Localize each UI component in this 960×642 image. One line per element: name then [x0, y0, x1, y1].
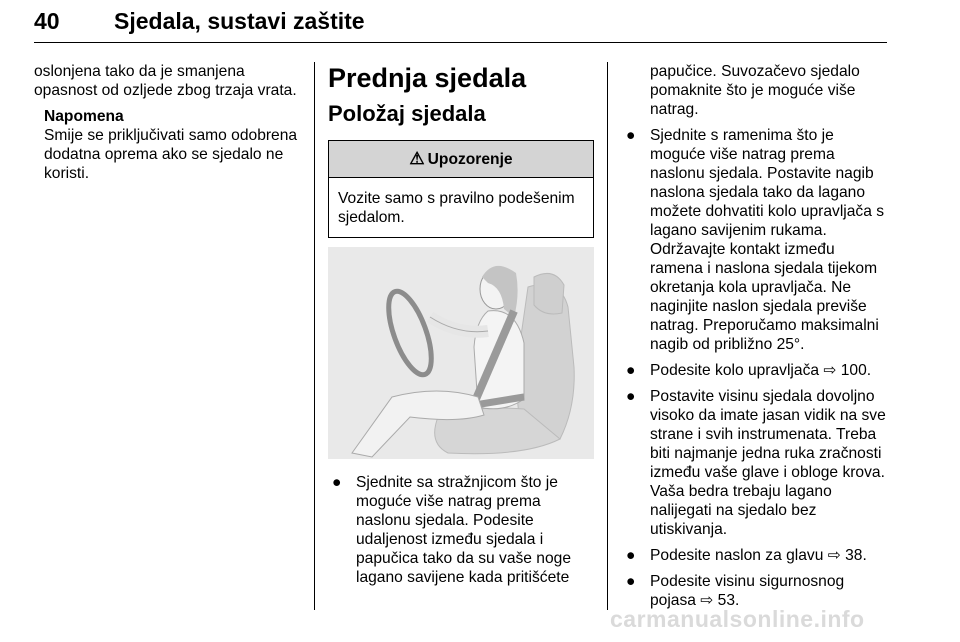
warning-header	[329, 141, 593, 178]
bullet-icon: ●	[626, 362, 636, 379]
list-item	[622, 361, 888, 380]
column-3	[622, 62, 888, 617]
bullet-list	[328, 473, 594, 587]
list-item	[622, 546, 888, 565]
warning-box	[328, 140, 594, 238]
list-item	[622, 387, 888, 539]
list-item	[622, 126, 888, 354]
list-item-text: Podesite naslon za glavu ⇨ 38.	[650, 547, 867, 564]
bullet-icon: ●	[626, 388, 636, 405]
bullet-icon: ●	[332, 474, 342, 491]
note-title: Napomena	[44, 108, 124, 125]
section-title: Sjedala, sustavi zaštite	[114, 8, 365, 34]
list-item-text: Sjednite s ramenima što je moguće više natrag prema naslonu sjedala. Postavite nagib naslona sjedala tako da lagano možete dohvatiti kolo upravljača s lagano savijenim rukama. Održavajte kontakt između ramena i naslona sjedala tijekom okretanja kola upravljača. Ne naginjite naslon sjedala previše natrag. Preporučamo maksimalni nagib od približno 25°.	[650, 127, 885, 353]
warning-text: Vozite samo s pravilno podešenim sjedalom.	[338, 190, 575, 226]
list-item	[328, 473, 594, 587]
list-item-text: Podesite visinu sigurnosnog pojasa ⇨ 53.	[650, 573, 845, 609]
bullet-icon: ●	[626, 127, 636, 144]
list-item-text: Podesite kolo upravljača ⇨ 100.	[650, 362, 872, 379]
watermark: carmanualsonline.info	[610, 606, 865, 632]
list-item-text: Sjednite sa stražnjicom što je moguće više natrag prema naslonu sjedala. Podesite udaljenost između sjedala i papučica tako da su vaše noge lagano savijene kada pritišćete	[356, 474, 572, 586]
column-divider	[607, 62, 608, 610]
note-box	[34, 107, 300, 183]
list-item-text: Postavite visinu sjedala dovoljno visoko da imate jasan vidik na sve strane i svih instrumenata. Treba biti najmanje jedna ruka zračnosti između vaše glave i obloge krova. Vaša bedra trebaju lagano nalijegati na sjedalo bez utiskivanja.	[650, 388, 886, 538]
seat-position-illustration	[328, 247, 594, 459]
bullet-icon: ●	[626, 573, 636, 590]
page-number: 40	[34, 8, 60, 34]
list-item	[622, 572, 888, 610]
heading: Prednja sjedala	[328, 63, 527, 93]
column-1	[34, 62, 300, 183]
bullet-icon: ●	[626, 547, 636, 564]
continuation-text: papučice. Suvozačevo sjedalo pomaknite što je moguće više natrag.	[650, 63, 860, 118]
page-header	[34, 8, 887, 43]
bullet-list	[622, 126, 888, 610]
column-2	[328, 62, 594, 594]
warning-icon: ⚠	[409, 149, 425, 168]
note-text: Smije se priključivati samo odobrena dodatna oprema ako se sjedalo ne koristi.	[44, 127, 298, 182]
warning-title: Upozorenje	[427, 151, 513, 168]
column-divider	[314, 62, 315, 610]
paragraph: oslonjena tako da je smanjena opasnost od ozljede zbog trzaja vrata.	[34, 63, 297, 99]
driver-seat-icon	[328, 247, 594, 459]
subheading: Položaj sjedala	[328, 101, 486, 126]
